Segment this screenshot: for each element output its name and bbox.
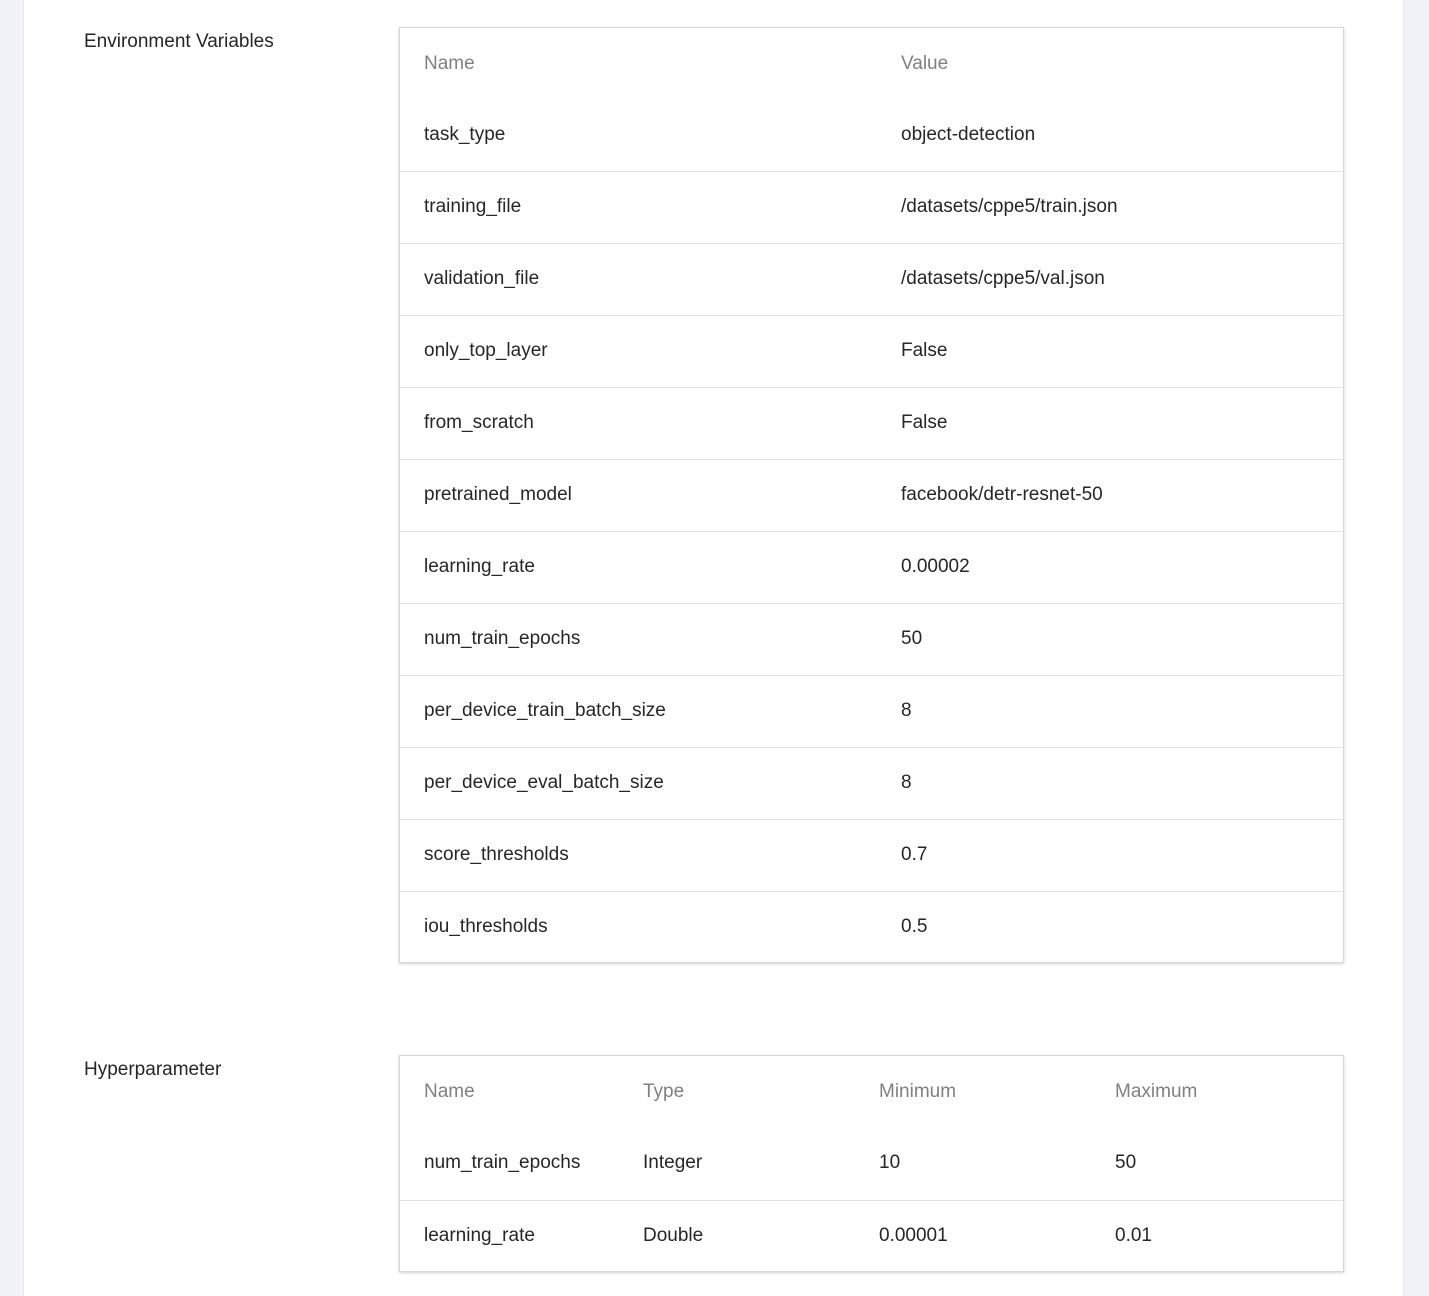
cell-minimum: 0.00001 [879,1224,948,1246]
cell-name: from_scratch [424,412,534,433]
cell-type: Double [643,1224,704,1246]
cell-name: pretrained_model [424,484,572,505]
table-row [400,99,1343,171]
cell-name: task_type [424,123,506,145]
cell-value: False [901,340,948,361]
cell-name: per_device_train_batch_size [424,700,666,721]
table-row [400,243,1343,315]
cell-value: 0.5 [901,915,928,937]
cell-value: 8 [901,700,912,721]
table-row [400,675,1343,747]
table-row [400,1127,1343,1200]
cell-name: score_thresholds [424,844,569,865]
table-row [400,747,1343,819]
column-header-minimum: Minimum [879,1080,957,1102]
cell-value: False [901,412,948,433]
hyperparameter-label: Hyperparameter [84,1059,222,1080]
hyperparameter-table [399,1055,1344,1272]
table-row [400,531,1343,603]
cell-value: 8 [901,772,912,793]
cell-value: 0.00002 [901,556,970,577]
cell-maximum: 0.01 [1115,1224,1152,1246]
cell-name: iou_thresholds [424,915,548,937]
cell-name: training_file [424,196,522,217]
cell-value: object-detection [901,123,1036,145]
cell-value: 50 [901,628,923,649]
table-row [400,315,1343,387]
cell-maximum: 50 [1115,1152,1137,1174]
cell-name: learning_rate [424,556,535,577]
cell-minimum: 10 [879,1152,901,1174]
table-row [400,459,1343,531]
column-header-value: Value [901,52,949,74]
cell-type: Integer [643,1152,703,1174]
cell-name: validation_file [424,268,540,289]
table-header-row [400,1056,1343,1127]
cell-name: learning_rate [424,1224,535,1246]
cell-value: 0.7 [901,844,928,865]
table-row [400,819,1343,891]
cell-value: facebook/detr-resnet-50 [901,484,1103,505]
environment-variables-label: Environment Variables [84,31,274,52]
column-header-maximum: Maximum [1115,1080,1198,1102]
column-header-name: Name [424,52,475,74]
cell-name: only_top_layer [424,340,548,361]
content-panel [23,0,1404,1296]
column-header-name: Name [424,1080,475,1102]
table-row [400,1200,1343,1271]
cell-name: num_train_epochs [424,628,581,649]
table-row [400,891,1343,962]
cell-name: num_train_epochs [424,1152,581,1174]
cell-name: per_device_eval_batch_size [424,772,664,793]
table-row [400,171,1343,243]
environment-variables-table [399,27,1344,963]
cell-value: /datasets/cppe5/train.json [901,196,1118,217]
cell-value: /datasets/cppe5/val.json [901,268,1105,289]
column-header-type: Type [643,1080,685,1102]
table-row [400,603,1343,675]
table-row [400,387,1343,459]
table-header-row [400,28,1343,99]
